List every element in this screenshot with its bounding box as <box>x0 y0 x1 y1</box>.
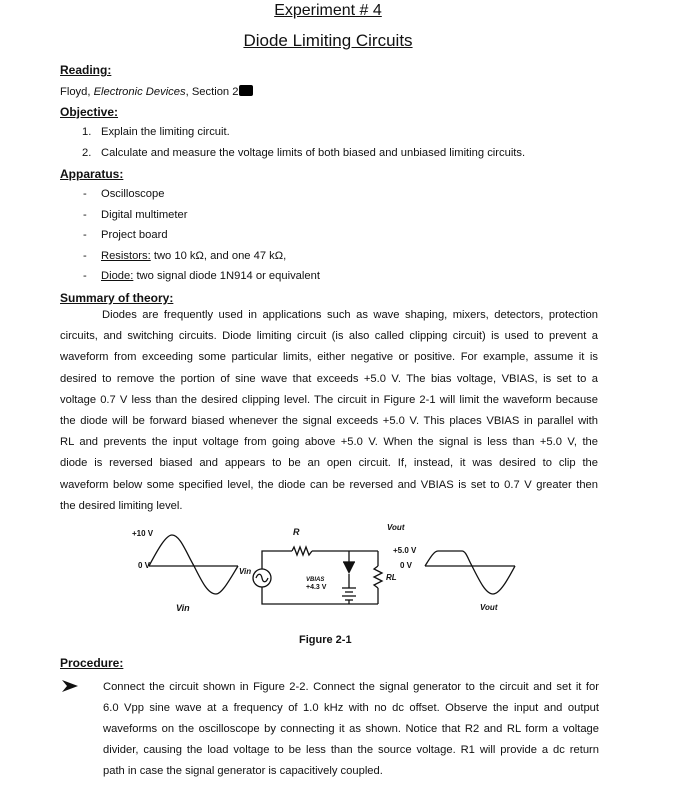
resistor-rl-icon <box>374 566 382 588</box>
list-bullet: - <box>83 270 87 282</box>
diode-text: two signal diode 1N914 or equivalent <box>133 270 320 282</box>
objective-num: 2. <box>82 147 92 159</box>
apparatus-heading: Apparatus: <box>60 167 124 181</box>
reading-section: , Section 2 <box>185 86 239 98</box>
reading-book: Electronic Devices <box>93 86 186 98</box>
diode-label: Diode: <box>101 270 134 282</box>
theory-line: waveform from exceeding some particular limits, either negative or positive. For example, assume it is <box>60 351 598 364</box>
theory-line: the diode will be forward biased whenever the signal exceeds +5.0 V. This places VBIAS in parallel with <box>60 414 598 427</box>
source-label: Vin <box>239 567 252 576</box>
apparatus-item: Digital multimeter <box>101 209 188 221</box>
theory-line: the desired limiting level. <box>60 499 183 512</box>
apparatus-item: Oscilloscope <box>101 188 165 200</box>
resistor-r-icon <box>292 547 312 555</box>
page-title: Diode Limiting Circuits <box>243 31 413 50</box>
theory-line: RL and prevents the input voltage from going above +5.0 V. When the signal is less than +5.0 V, the <box>60 436 598 449</box>
procedure-paragraph <box>103 677 599 782</box>
objective-text: Explain the limiting circuit. <box>101 126 230 138</box>
resistors-label: Resistors: <box>101 250 151 262</box>
output-wave-label: Vout <box>480 603 498 612</box>
input-peak-label: +10 V <box>132 529 154 538</box>
figure-caption: Figure 2-1 <box>299 634 352 646</box>
list-bullet: - <box>83 209 87 221</box>
objective-text: Calculate and measure the voltage limits of both biased and unbiased limiting circuits. <box>101 147 526 159</box>
list-bullet: - <box>83 188 87 200</box>
theory-line: diode is reversed biased and appears to be an open circuit. If, instead, it was desired to clip the <box>60 457 598 470</box>
list-bullet: - <box>83 229 87 241</box>
theory-line: waveform below some specified level, the diode can be reversed and VBIAS is set to 0.7 V greater then <box>60 478 598 491</box>
theory-line: circuits, and switching circuits. Diode limiting circuit (is also called clipping circuit) is used to prevent a <box>60 330 598 343</box>
procedure-heading: Procedure: <box>60 656 124 670</box>
source-top-wire <box>262 551 292 569</box>
output-peak-label: +5.0 V <box>393 546 417 555</box>
resistors-text: two 10 kΩ, and one 47 kΩ, <box>150 250 287 262</box>
input-wave-label: Vin <box>176 603 190 613</box>
theory-line: Diodes are frequently used in applications such as wave shaping, mixers, detectors, protection <box>102 309 598 321</box>
load-label: RL <box>386 573 397 582</box>
theory-line: voltage 0.7 V less than the desired clipping level. The circuit in Figure 2-1 will limit the waveform because <box>60 393 598 406</box>
procedure-line: divider, causing the load voltage to be less than the source voltage. R1 will provide a dc return <box>103 744 599 756</box>
diode-icon <box>343 562 355 574</box>
bias-label: VBIAS <box>306 577 325 583</box>
source-sine-glyph <box>256 574 268 582</box>
list-bullet: - <box>83 250 87 262</box>
objective-num: 1. <box>82 126 92 138</box>
procedure-line: Connect the circuit shown in Figure 2-2. Connect the signal generator to the circuit and set it for <box>103 681 599 693</box>
input-zero-label: 0 V <box>138 561 151 570</box>
procedure-line: waveforms on the oscilloscope by connecting it as shown. Notice that R2 and RL form a voltage <box>103 723 599 735</box>
output-zero-label: 0 V <box>400 561 413 570</box>
output-clipped-wave <box>425 551 515 594</box>
objective-heading: Objective: <box>60 105 119 119</box>
reading-author: Floyd, <box>60 86 94 98</box>
output-node-label: Vout <box>387 523 405 532</box>
procedure-line: path in case the signal generator is capacitively coupled. <box>103 765 383 777</box>
reading-heading: Reading: <box>60 63 112 77</box>
bias-value: +4.3 V <box>306 584 327 591</box>
input-sine-wave <box>149 535 238 594</box>
experiment-number: Experiment # 4 <box>274 2 382 19</box>
resistor-r-label: R <box>293 527 300 537</box>
theory-heading: Summary of theory: <box>60 291 174 305</box>
apparatus-item: Project board <box>101 229 168 241</box>
procedure-line: 6.0 Vpp sine wave at a frequency of 1.0 kHz with no dc offset. Observe the input and output <box>103 702 599 714</box>
theory-line: desired to remove the portion of sine wave that exceeds +5.0 V. The bias voltage, VBIAS, is set to a <box>60 372 598 385</box>
